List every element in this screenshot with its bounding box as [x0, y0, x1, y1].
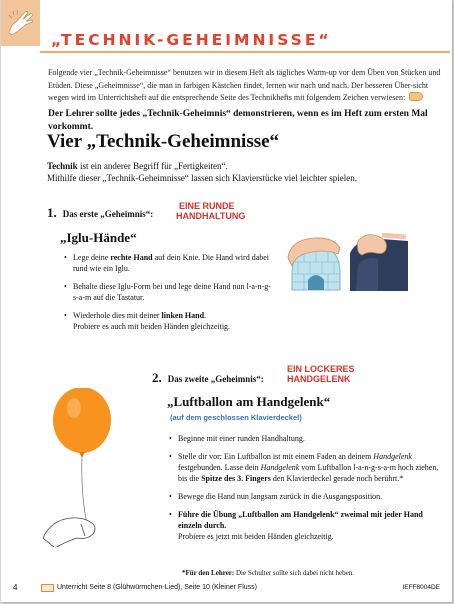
section2-title: „Luftballon am Handgelenk“: [167, 394, 331, 409]
intro-subtext: [47, 161, 427, 184]
title-divider: [40, 51, 450, 53]
piano-icon: [41, 584, 54, 592]
section2-label: Das zweite „Geheimnis“:: [167, 374, 264, 384]
section1-skill-line2: HANDHALTUNG: [176, 211, 246, 221]
page-number: 4: [13, 583, 18, 592]
section1-number: 1.: [47, 205, 57, 220]
section1-list: [64, 252, 274, 339]
section2-skill-line2: HANDGELENK: [287, 374, 351, 384]
footnote-text: Die Schulter sollte sich dabei nicht heben.: [234, 569, 354, 577]
workbook-page: [1, 0, 452, 602]
section1-skill-line1: EINE RUNDE: [179, 201, 235, 211]
main-heading: Vier „Technik-Geheimnisse“: [47, 131, 280, 152]
catalog-code: IEFF8004DE: [402, 584, 440, 591]
teacher-note: Der Lehrer sollte jedes „Technik-Geheimnis“ demonstrieren, wenn es im Heft zum ersten Mal vorkommt.: [48, 109, 428, 132]
section2-hint: (auf dem geschlossen Klavierdeckel): [170, 413, 302, 422]
hand-icon: [409, 92, 423, 101]
subtext-line2: Mithilfe dieser „Technik-Geheimnisse“ lassen sich Klavierstücke viel leichter spielen.: [47, 172, 358, 183]
section1-skill: [176, 201, 245, 221]
footer-reference: Unterricht Seite 8 (Glühwürmchen-Lied), Seite 10 (Kleiner Fluss): [57, 584, 257, 591]
section2-heading: [152, 370, 264, 386]
section2-skill-line1: EIN LOCKERES: [287, 364, 355, 374]
corner-tab: [1, 0, 40, 46]
section2-skill: [287, 364, 355, 384]
list-item: • Lege deine rechte Hand auf dein Knie. Die Hand wird dabei rund wie ein Iglu.: [64, 252, 274, 274]
page-footer: [1, 583, 452, 597]
igloo-hand-illustration: [284, 234, 344, 292]
hand-icon: [5, 6, 37, 38]
section1-title: „Iglu-Hände“: [60, 230, 137, 245]
list-item: • Wiederhole dies mit deiner linken Hand. Probiere es auch mit beiden Händen gleichzeitig.: [64, 310, 274, 332]
list-item: • Stelle dir vor: Ein Luftballon ist mit einem Faden an deinem Handgelenk festgebunden. Lasse dein Handgelenk vom Luftballon l-a-n-g-s-a-m hoch ziehen, bis die Spitze des 3. Fingers den Klavierdeckel gerade noch berührt.*: [169, 451, 447, 484]
balloon-illustration: [41, 388, 156, 556]
technik-term: Technik: [47, 161, 78, 171]
section1-label: Das erste „Geheimnis“:: [62, 209, 154, 219]
hand-on-knee-illustration: [348, 233, 410, 293]
intro-paragraph: [48, 67, 443, 105]
subtext-line1: ist ein anderer Begriff für „Fertigkeiten“.: [77, 161, 228, 171]
list-item: • Bewege die Hand nun langsam zurück in die Ausgangsposition.: [169, 491, 447, 502]
intro-text: Folgende vier „Technik-Geheimnisse“ benutzen wir in diesem Heft als tägliches Warm-up vor dem Üben von Stücken und Etüden. Diese „Geheimnisse“, die man in farbigen Kästchen findet, lernen wir nach und nach. Der besseren Über-sicht wegen wird im Unterrichtsheft auf die entsprechende Seite des Technikhefts mit folgendem Zeichen verwiesen:: [48, 68, 441, 102]
list-item: • Führe die Übung „Luftballon am Handgelenk“ zweimal mit jeder Hand einzeln durch. Probiere es jetzt mit beiden Händen gleichzeitig.: [169, 509, 447, 542]
teacher-footnote: [182, 569, 354, 577]
section2-list: [169, 433, 447, 549]
list-item: • Beginne mit einer runden Handhaltung.: [169, 433, 447, 444]
section1-heading: [47, 205, 153, 221]
footnote-label: *Für den Lehrer:: [182, 569, 235, 577]
section2-number: 2.: [152, 370, 162, 385]
page-title: „TECHNIK-GEHEIMNISSE“: [51, 31, 332, 49]
list-item: • Behalte diese Iglu-Form bei und lege deine Hand nun l-a-n-g-s-a-m auf die Tastatur.: [64, 281, 274, 303]
